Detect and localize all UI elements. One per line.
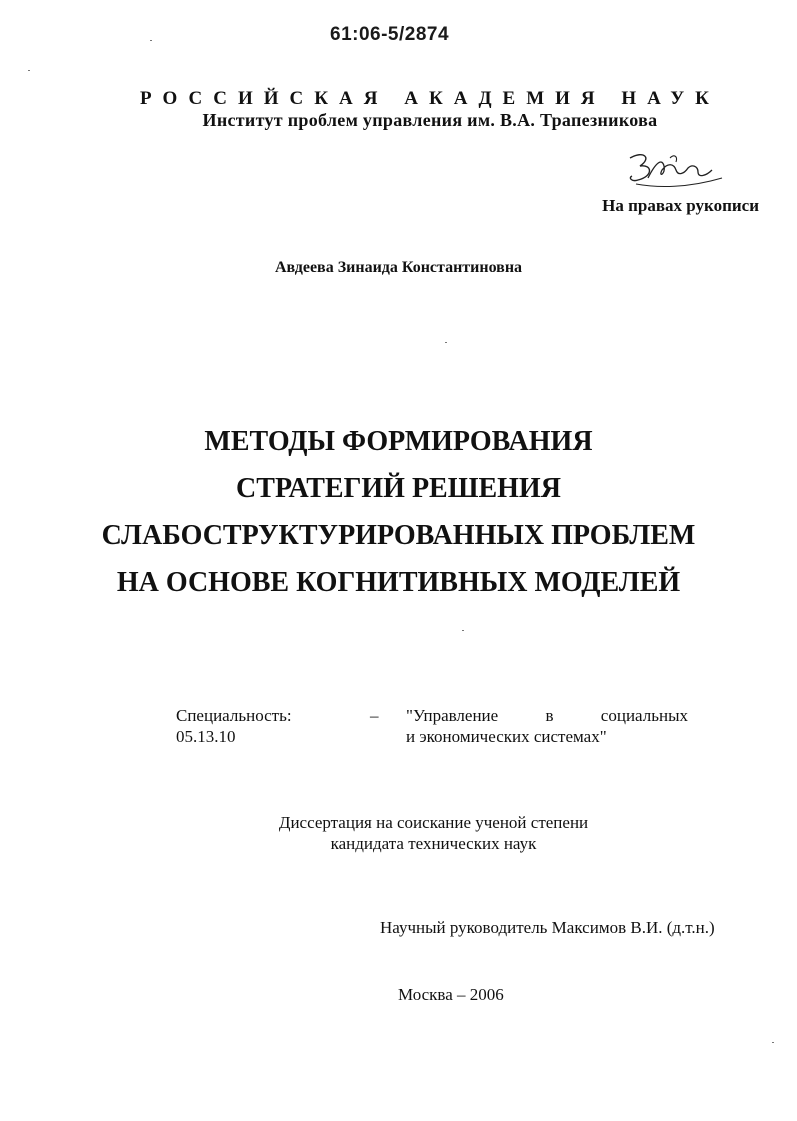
manuscript-rights-note: На правах рукописи [602,196,759,215]
handwritten-signature [618,148,728,198]
scan-speck [150,40,152,41]
degree-line: Диссертация на соискание ученой степени [278,813,589,832]
specialty-code: 05.13.10 [176,727,236,746]
specialty-word: "Управление [406,706,499,725]
city-year: Москва – 2006 [398,985,504,1004]
specialty-label-block [176,705,292,747]
author-name: Авдеева Зинаида Константиновна [274,259,523,276]
degree-line: кандидата технических наук [330,834,537,853]
title-line: НА ОСНОВЕ КОГНИТИВНЫХ МОДЕЛЕЙ [116,567,681,598]
title-line: СТРАТЕГИЙ РЕШЕНИЯ [236,473,561,504]
archive-stamp-code: 61:06-5/2874 [330,24,450,45]
specialty-word: социальных [600,706,688,725]
specialty-name-block [406,705,688,747]
specialty-name-line1 [406,705,688,726]
degree-statement [0,812,797,854]
scan-speck [772,1042,774,1043]
specialty-label: Специальность: [176,706,292,725]
specialty-dash: – [370,706,379,725]
dissertation-title [0,418,797,606]
scientific-supervisor: Научный руководитель Максимов В.И. (д.т.н.) [380,918,715,937]
title-line: МЕТОДЫ ФОРМИРОВАНИЯ [204,426,593,457]
title-line: СЛАБОСТРУКТУРИРОВАННЫХ ПРОБЛЕМ [101,520,696,551]
scan-speck [445,342,447,343]
institute-name: Институт проблем управления им. В.А. Трапезникова [202,110,658,130]
academy-name: РОССИЙСКАЯ АКАДЕМИЯ НАУК [140,88,720,109]
specialty-word: в [545,706,554,725]
specialty-name-line2: и экономических системах" [406,727,607,746]
scan-speck [28,70,30,71]
scan-speck [462,630,464,631]
